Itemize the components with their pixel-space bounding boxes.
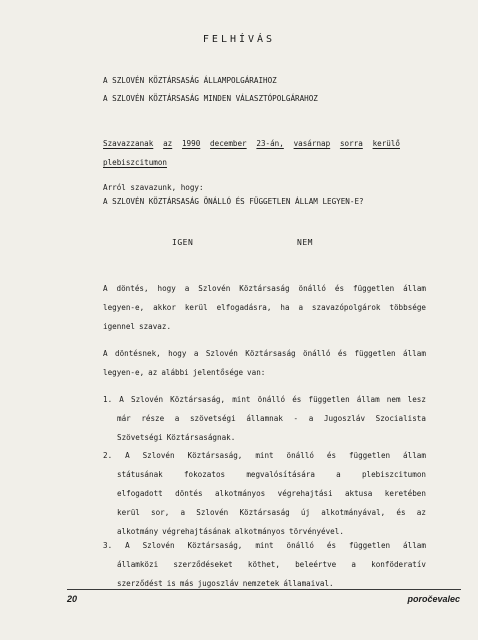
word: döntésnek, — [115, 349, 161, 358]
list-item-1-line-1 — [103, 390, 426, 409]
word: és — [326, 451, 337, 460]
word: Szlovén — [198, 284, 231, 293]
list-item-3-line-3 — [103, 574, 426, 593]
word: Szlovén — [142, 451, 175, 460]
word: önálló — [303, 349, 331, 358]
word: jugoszláv — [197, 579, 239, 588]
list-item-2 — [103, 446, 426, 541]
word: sorra — [339, 139, 363, 148]
word: és — [334, 284, 345, 293]
word: új — [300, 508, 311, 517]
word: az — [148, 368, 158, 377]
word: elfogadásra, — [216, 303, 272, 312]
word: a — [336, 470, 341, 479]
document-title: FELHÍVÁS — [202, 34, 276, 45]
word: alkotmányos — [214, 489, 266, 498]
word: kerül — [184, 303, 208, 312]
word: állam — [403, 284, 426, 293]
word: Szlovén — [196, 508, 229, 517]
list-item-1-line-2 — [103, 409, 426, 428]
word: A — [103, 284, 108, 293]
word: mint — [255, 541, 274, 550]
word: keretében — [384, 489, 426, 498]
word: és — [396, 508, 406, 517]
page-number: 20 — [67, 594, 78, 604]
paragraph-1-line-3 — [103, 317, 426, 336]
paragraph-1-line-2 — [103, 298, 426, 317]
word: konföderatív — [371, 560, 426, 569]
word: Köztársaság, — [170, 395, 226, 404]
word: 23-án, — [256, 139, 284, 148]
word: Köztársaság — [239, 284, 290, 293]
word: kerülő — [372, 139, 400, 148]
word: jelentősége — [192, 368, 244, 377]
word: a — [174, 414, 180, 423]
word: a — [308, 414, 314, 423]
word: nem — [386, 395, 401, 404]
word: Köztársaság, — [187, 541, 243, 550]
word: végrehajtásának — [162, 527, 231, 536]
word: és — [337, 349, 348, 358]
word: független — [308, 395, 350, 404]
word: szerződéseket — [173, 560, 233, 569]
word: mint — [232, 395, 251, 404]
word: Köztársaságnak. — [166, 433, 236, 442]
footer-divider — [67, 589, 461, 590]
list-item-2-line-1 — [103, 446, 426, 465]
word: önálló — [286, 451, 314, 460]
word: köthet, — [247, 560, 280, 569]
word: hogy — [157, 284, 176, 293]
list-item-2-line-2 — [103, 465, 426, 484]
word: Szlovén — [205, 349, 238, 358]
word: elfogadott — [117, 489, 163, 498]
word: törvényével. — [289, 527, 344, 536]
word: Szlovén — [131, 395, 164, 404]
list-item-2-line-3 — [103, 484, 426, 503]
word: mint — [255, 451, 274, 460]
word: A — [103, 349, 108, 358]
word: és — [326, 541, 337, 550]
word: aktusa — [344, 489, 373, 498]
word: 1990 — [181, 139, 201, 148]
word: Köztársaság — [239, 508, 290, 517]
word: önálló — [286, 541, 314, 550]
word: állam — [356, 395, 380, 404]
list-item-3-line-2 — [103, 555, 426, 574]
word: szavazópolgárok — [311, 303, 381, 312]
word: alkotmány — [117, 527, 159, 536]
word: plebiszcitumon — [361, 470, 426, 479]
word: szerződést — [117, 579, 163, 588]
word: A — [119, 395, 124, 404]
paragraph-1 — [103, 279, 426, 336]
word: ha — [280, 303, 290, 312]
word: többsége — [389, 303, 426, 312]
answer-yes: IGEN — [172, 238, 194, 247]
word: van: — [247, 368, 266, 377]
word: Köztársaság — [245, 349, 296, 358]
word: állam — [403, 451, 426, 460]
word: Szlovén — [142, 541, 175, 550]
word: a — [298, 303, 304, 312]
word: - — [293, 414, 299, 423]
word: lesz — [407, 395, 426, 404]
word: szövetségi — [189, 414, 236, 423]
intro-line-2 — [103, 153, 400, 172]
word: a — [180, 508, 186, 517]
word: Jugoszláv — [323, 414, 366, 423]
word: végrehajtási — [277, 489, 333, 498]
word: alkotmányos — [234, 527, 286, 536]
word: státusának — [117, 470, 163, 479]
word: alábbi — [161, 368, 189, 377]
paragraph-2-line-2 — [103, 363, 426, 382]
paragraph-2 — [103, 344, 426, 382]
word: az — [163, 139, 173, 148]
word: legyen-e, — [103, 368, 145, 377]
word: államaival. — [283, 579, 334, 588]
question-lead: Arról szavazunk, hogy: — [103, 183, 204, 192]
word: kerül — [117, 508, 140, 517]
word: önálló — [257, 395, 286, 404]
answer-no: NEM — [297, 238, 313, 247]
word: 2. — [103, 451, 113, 460]
word: nemzetek — [242, 579, 280, 588]
word: Szavazzanak — [103, 139, 154, 148]
word: független — [353, 284, 395, 293]
word: igennel — [103, 322, 136, 331]
addressee-line-2: A SZLOVÉN KÖZTÁRSASÁG MINDEN VÁLASZTÓPOLGÁRAHOZ — [103, 94, 318, 103]
paragraph-2-line-1 — [103, 344, 426, 363]
word: vasárnap — [293, 139, 331, 148]
word: döntés, — [116, 284, 149, 293]
list-item-2-line-4 — [103, 503, 426, 522]
list-item-3-line-1 — [103, 536, 426, 555]
word: hogy — [168, 349, 187, 358]
word: plebiszcitumon — [103, 158, 168, 167]
word: A — [125, 451, 130, 460]
list-item-1 — [103, 390, 426, 447]
word: december — [210, 139, 247, 148]
word: a — [193, 349, 199, 358]
word: legyen-e, — [103, 303, 145, 312]
word: döntés — [175, 489, 203, 498]
intro-paragraph — [103, 134, 400, 172]
word: már — [117, 414, 131, 423]
word: önálló — [298, 284, 326, 293]
word: a — [184, 284, 190, 293]
word: független — [348, 451, 391, 460]
paragraph-1-line-1 — [103, 279, 426, 298]
word: független — [354, 349, 396, 358]
word: beleértve — [295, 560, 337, 569]
word: állam — [403, 541, 426, 550]
word: a — [351, 560, 356, 569]
word: A — [125, 541, 130, 550]
word: akkor — [153, 303, 176, 312]
word: az — [416, 508, 426, 517]
word: szavaz. — [139, 322, 172, 331]
word: állam — [403, 349, 426, 358]
word: Szövetségi — [117, 433, 163, 442]
list-item-3 — [103, 536, 426, 593]
word: Szocialista — [375, 414, 426, 423]
word: államnak — [246, 414, 283, 423]
word: alkotmányával, — [321, 508, 386, 517]
word: 3. — [103, 541, 113, 550]
intro-line-1 — [103, 134, 400, 153]
word: is — [166, 579, 176, 588]
referendum-question: A SZLOVÉN KÖZTÁRSASÁG ÖNÁLLÓ ÉS FÜGGETLEN ÁLLAM LEGYEN-E? — [103, 197, 364, 206]
word: és — [292, 395, 302, 404]
addressee-line-1: A SZLOVÉN KÖZTÁRSASÁG ÁLLAMPOLGÁRAIHOZ — [103, 76, 277, 85]
word: megvalósítására — [246, 470, 315, 479]
word: része — [141, 414, 165, 423]
word: 1. — [103, 395, 113, 404]
word: fokozatos — [183, 470, 226, 479]
list-item-1-line-3 — [103, 428, 426, 447]
word: államközi — [117, 560, 159, 569]
word: független — [348, 541, 391, 550]
word: más — [179, 579, 194, 588]
publication-name: poročevalec — [407, 594, 460, 604]
word: Köztársaság, — [187, 451, 243, 460]
word: sor, — [151, 508, 170, 517]
